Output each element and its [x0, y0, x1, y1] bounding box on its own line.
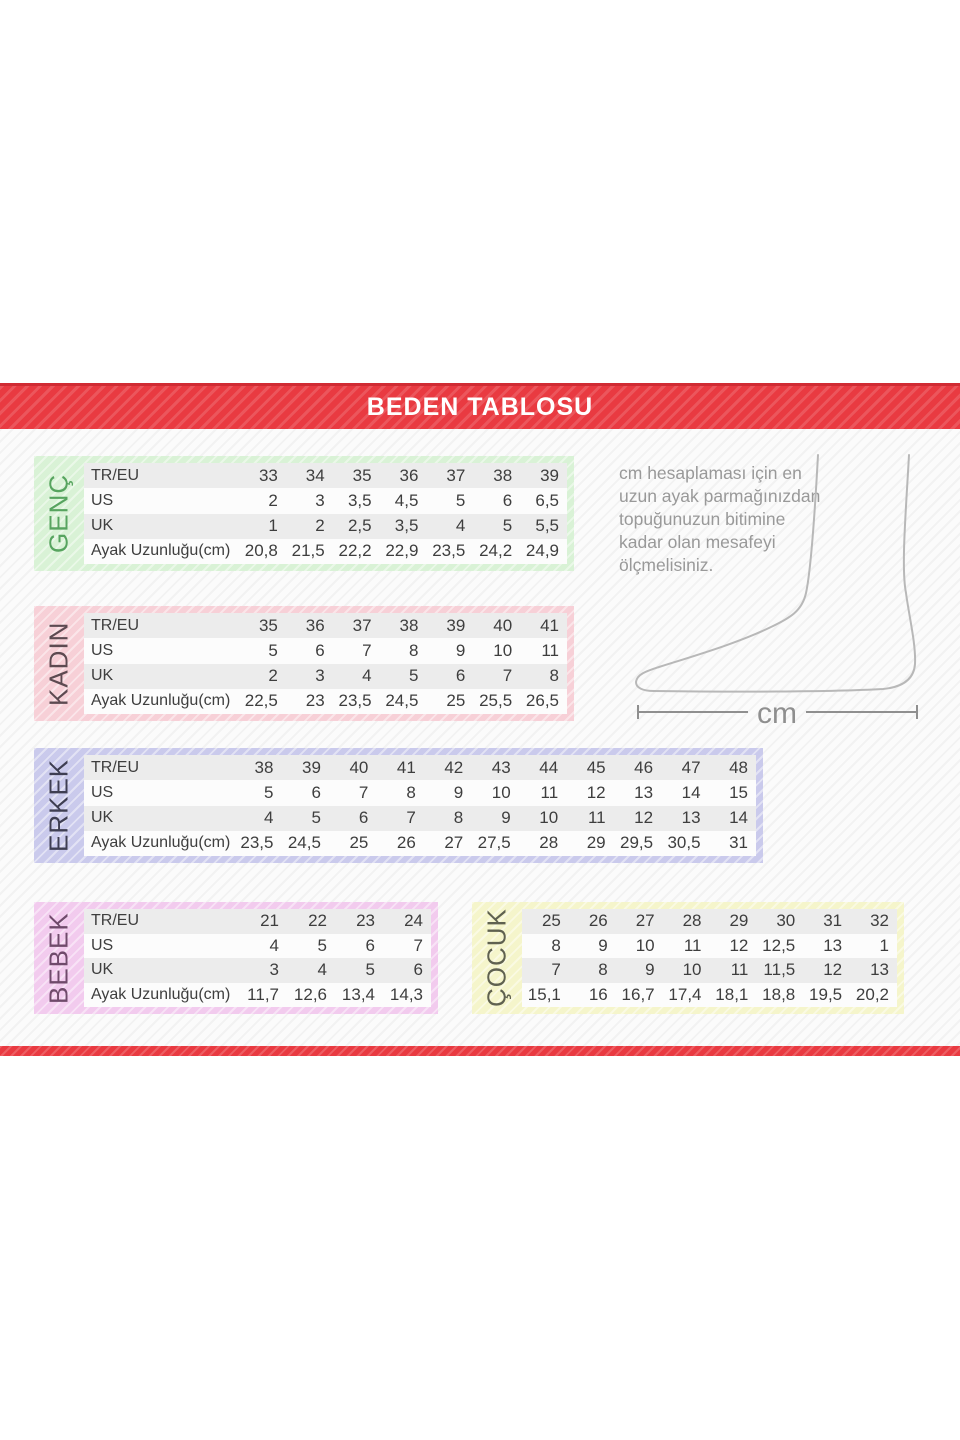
size-value: 11 [540, 782, 559, 802]
row-label: UK [91, 667, 114, 685]
size-value: 30 [776, 911, 796, 931]
size-value: 27 [444, 833, 464, 853]
size-value: 37 [446, 465, 466, 485]
size-table-bebek [34, 902, 438, 1014]
size-row [84, 514, 567, 539]
size-value: 43 [491, 757, 511, 777]
size-value: 24,2 [479, 541, 513, 561]
size-value: 26 [396, 833, 416, 853]
size-value: 2 [268, 666, 278, 686]
size-value: 7 [413, 935, 423, 955]
row-label: TR/EU [91, 758, 139, 776]
size-value: 20,2 [855, 984, 889, 1004]
size-value: 16 [588, 984, 608, 1004]
size-value: 5 [365, 960, 375, 980]
size-value: 42 [444, 757, 464, 777]
size-table-kadin [34, 606, 574, 721]
size-value: 28 [539, 833, 559, 853]
note-line: kadar olan mesafeyi [619, 532, 776, 552]
size-value: 18,1 [715, 984, 749, 1004]
size-value: 25 [349, 833, 369, 853]
size-value: 3 [315, 490, 325, 510]
size-value: 23,5 [432, 541, 466, 561]
size-value: 13 [823, 935, 843, 955]
size-value: 7 [362, 640, 372, 660]
size-value: 8 [408, 640, 419, 660]
size-value: 25 [541, 911, 561, 931]
size-value: 5 [268, 640, 278, 660]
category-label-cocuk: ÇOCUK [481, 908, 512, 1008]
size-value: 9 [645, 960, 655, 980]
size-value: 5 [263, 782, 274, 802]
size-table-cocuk [472, 902, 904, 1014]
size-value: 25 [446, 691, 466, 711]
size-row [84, 958, 431, 983]
size-value: 12 [586, 782, 606, 802]
size-value: 39 [301, 757, 321, 777]
size-grid-kadin [84, 613, 567, 714]
size-value: 44 [539, 757, 559, 777]
size-value: 7 [551, 960, 561, 980]
title-banner [0, 383, 960, 429]
size-value: 2 [315, 516, 325, 536]
size-value: 4 [455, 516, 466, 536]
size-value: 7 [502, 666, 513, 686]
size-value: 2 [268, 490, 278, 510]
size-value: 36 [399, 465, 419, 485]
size-value: 13,4 [341, 984, 375, 1004]
size-value: 14 [681, 782, 701, 802]
size-value: 5 [455, 490, 466, 510]
size-value: 9 [501, 808, 511, 828]
size-value: 14,3 [389, 984, 423, 1004]
bottom-accent-strip [0, 1046, 960, 1056]
size-value: 10 [491, 782, 511, 802]
size-value: 24,5 [385, 691, 419, 711]
foot-outline-icon [636, 455, 915, 692]
size-table-genc [34, 456, 574, 571]
size-value: 38 [399, 615, 419, 635]
size-value: 5 [311, 808, 321, 828]
size-row [84, 613, 567, 638]
size-value: 6 [311, 782, 321, 802]
size-value: 23,5 [338, 691, 372, 711]
size-value: 4 [263, 808, 274, 828]
size-value: 22,5 [244, 691, 278, 711]
size-row [84, 463, 567, 488]
size-value: 7 [406, 808, 416, 828]
size-value: 29,5 [619, 833, 654, 853]
row-label: Ayak Uzunluğu(cm) [91, 834, 231, 852]
size-value: 29 [586, 833, 606, 853]
size-value: 46 [634, 757, 654, 777]
size-row [84, 934, 431, 959]
size-value: 9 [453, 782, 464, 802]
size-value: 10 [539, 808, 559, 828]
size-value: 41 [540, 615, 560, 635]
size-value: 34 [305, 465, 325, 485]
size-value: 2,5 [347, 516, 372, 536]
size-value: 13 [681, 808, 701, 828]
size-row [84, 664, 567, 689]
size-value: 13 [870, 960, 889, 980]
note-line: uzun ayak parmağınızdan [619, 486, 821, 506]
size-value: 11 [683, 935, 702, 955]
size-row [84, 689, 567, 714]
size-value: 17,4 [668, 984, 702, 1004]
size-value: 8 [406, 782, 416, 802]
category-label-bebek: BEBEK [43, 912, 74, 1004]
size-value: 27 [635, 911, 655, 931]
size-value: 32 [870, 911, 889, 931]
foot-measure-illustration [600, 430, 940, 730]
size-value: 23 [305, 691, 325, 711]
size-value: 4 [362, 666, 372, 686]
size-grid-bebek [84, 909, 431, 1007]
category-label-erkek: ERKEK [43, 758, 74, 853]
note-line: ölçmelisiniz. [619, 555, 714, 575]
cm-unit-label: cm [757, 697, 797, 730]
size-value: 9 [598, 935, 608, 955]
size-row [84, 488, 567, 513]
size-value: 6,5 [535, 490, 560, 510]
size-grid-genc [84, 463, 567, 564]
size-grid-cocuk [522, 909, 897, 1007]
size-value: 1 [268, 516, 278, 536]
size-value: 3 [269, 960, 279, 980]
size-value: 12 [729, 935, 749, 955]
size-value: 5 [408, 666, 419, 686]
size-row [84, 806, 756, 831]
size-value: 40 [349, 757, 369, 777]
size-value: 22,9 [385, 541, 419, 561]
size-value: 16,7 [621, 984, 655, 1004]
size-value: 41 [396, 757, 416, 777]
size-value: 39 [446, 615, 466, 635]
size-value: 37 [352, 615, 372, 635]
category-label-kadin: KADIN [43, 621, 74, 706]
size-value: 27,5 [477, 833, 511, 853]
size-row [84, 539, 567, 564]
size-value: 31 [823, 911, 843, 931]
size-value: 30,5 [667, 833, 701, 853]
size-table-erkek [34, 748, 763, 863]
size-value: 26 [588, 911, 608, 931]
size-value: 10 [493, 640, 513, 660]
size-value: 13 [634, 782, 654, 802]
row-label: US [91, 641, 114, 659]
size-value: 10 [682, 960, 702, 980]
row-label: UK [91, 961, 114, 979]
size-row [84, 909, 431, 934]
size-value: 3,5 [347, 490, 372, 510]
row-label: TR/EU [91, 616, 139, 634]
row-label: Ayak Uzunluğu(cm) [91, 985, 231, 1003]
size-value: 5 [502, 516, 513, 536]
size-value: 24 [404, 911, 423, 931]
size-value: 21,5 [291, 541, 325, 561]
row-label: Ayak Uzunluğu(cm) [91, 692, 231, 710]
size-row [522, 958, 897, 983]
size-row [84, 638, 567, 663]
size-value: 6 [455, 666, 466, 686]
size-value: 38 [254, 757, 274, 777]
size-value: 9 [455, 640, 466, 660]
size-row [84, 755, 756, 780]
size-value: 48 [729, 757, 748, 777]
size-value: 1 [879, 935, 889, 955]
size-value: 36 [305, 615, 325, 635]
size-row [84, 780, 756, 805]
size-value: 24,9 [525, 541, 560, 561]
size-value: 7 [358, 782, 369, 802]
size-value: 5,5 [535, 516, 560, 536]
size-value: 15,1 [527, 984, 561, 1004]
size-value: 28 [682, 911, 702, 931]
page-title: BEDEN TABLOSU [366, 393, 594, 421]
size-row [522, 909, 897, 934]
size-value: 11 [730, 960, 749, 980]
size-value: 15 [729, 782, 748, 802]
size-value: 4 [317, 960, 327, 980]
row-label: US [91, 936, 114, 954]
size-value: 10 [635, 935, 655, 955]
note-line: cm hesaplaması için en [619, 463, 802, 483]
size-value: 22,2 [338, 541, 372, 561]
size-value: 8 [551, 935, 561, 955]
size-value: 12,5 [762, 935, 796, 955]
size-value: 29 [729, 911, 749, 931]
size-value: 11 [587, 808, 606, 828]
size-value: 20,8 [244, 541, 278, 561]
size-value: 18,8 [762, 984, 796, 1004]
size-value: 6 [358, 808, 369, 828]
row-label: TR/EU [91, 466, 139, 484]
size-value: 24,5 [287, 833, 321, 853]
size-value: 26,5 [525, 691, 560, 711]
size-value: 12 [634, 808, 654, 828]
note-line: topuğunuzun bitimine [619, 509, 786, 529]
size-value: 12,6 [293, 984, 327, 1004]
size-value: 5 [317, 935, 327, 955]
row-label: US [91, 491, 114, 509]
row-label: UK [91, 809, 114, 827]
row-label: Ayak Uzunluğu(cm) [91, 542, 231, 560]
size-value: 8 [453, 808, 464, 828]
size-row [522, 983, 897, 1008]
size-value: 35 [258, 615, 278, 635]
size-grid-erkek [84, 755, 756, 856]
size-value: 6 [413, 960, 423, 980]
size-value: 31 [729, 833, 748, 853]
size-value: 11,7 [247, 984, 279, 1004]
size-value: 8 [598, 960, 608, 980]
size-value: 22 [308, 911, 327, 931]
size-value: 6 [315, 640, 325, 660]
size-value: 35 [352, 465, 372, 485]
size-value: 3,5 [394, 516, 419, 536]
size-value: 47 [681, 757, 701, 777]
size-value: 11 [541, 640, 560, 660]
size-value: 6 [502, 490, 513, 510]
size-value: 45 [586, 757, 606, 777]
size-value: 11,5 [763, 960, 796, 980]
row-label: TR/EU [91, 912, 139, 930]
size-value: 21 [260, 911, 279, 931]
size-value: 14 [729, 808, 748, 828]
size-value: 39 [540, 465, 560, 485]
size-value: 8 [549, 666, 560, 686]
size-value: 6 [365, 935, 375, 955]
row-label: US [91, 783, 114, 801]
size-value: 3 [315, 666, 325, 686]
row-label: UK [91, 517, 114, 535]
size-value: 19,5 [809, 984, 843, 1004]
size-value: 23,5 [240, 833, 274, 853]
size-row [84, 983, 431, 1008]
size-value: 25,5 [479, 691, 513, 711]
size-value: 23 [356, 911, 375, 931]
size-row [522, 934, 897, 959]
size-value: 40 [493, 615, 513, 635]
size-value: 4,5 [394, 490, 419, 510]
size-value: 4 [269, 935, 279, 955]
category-label-genc: GENÇ [43, 473, 74, 554]
size-value: 38 [493, 465, 513, 485]
size-row [84, 831, 756, 856]
size-value: 33 [258, 465, 278, 485]
size-value: 12 [823, 960, 843, 980]
